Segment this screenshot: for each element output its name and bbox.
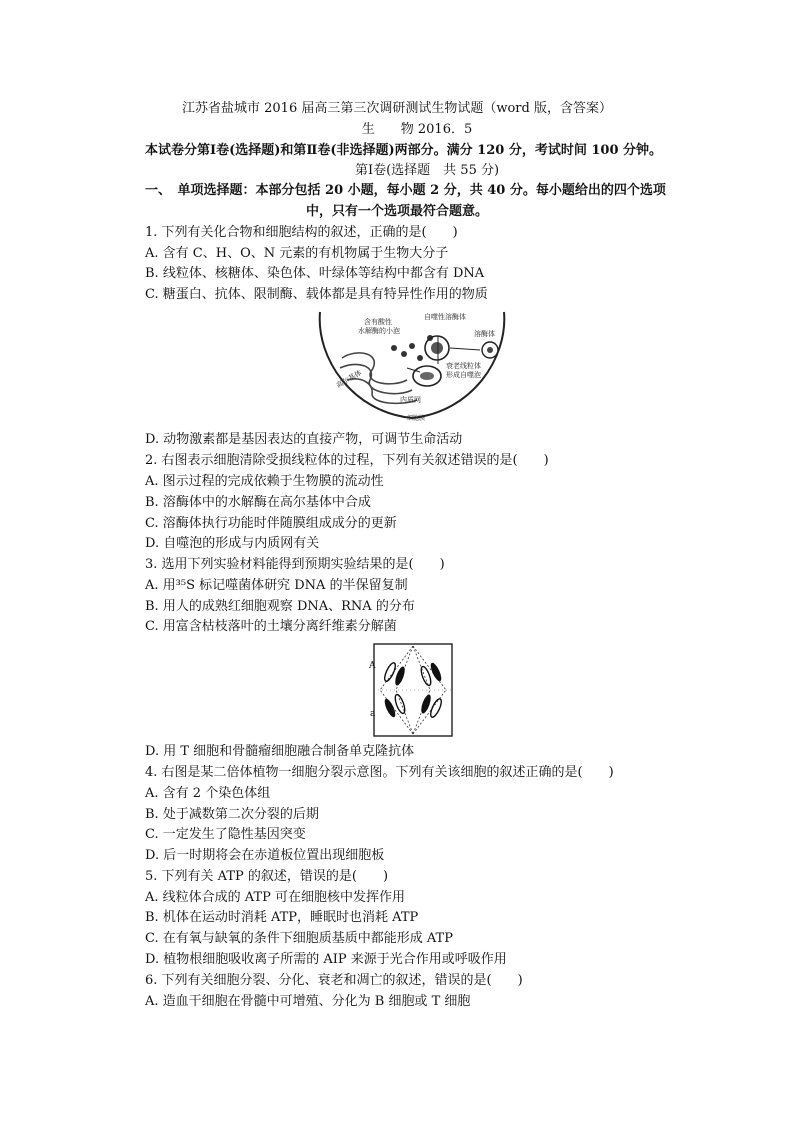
label-golgi: 高尔基体 [335, 368, 364, 390]
cell-division-diagram [368, 642, 456, 738]
label-autolysosome: 自噬性溶酶体 [424, 313, 466, 321]
question-6-option-a: A. 造血干细胞在骨髓中可增殖、分化为 B 细胞或 T 细胞 [145, 994, 471, 1009]
question-5-option-a: A. 线粒体合成的 ATP 可在细胞核中发挥作用 [145, 890, 406, 905]
question-5-option-b: B. 机体在运动时消耗 ATP，睡眠时也消耗 ATP [145, 910, 419, 925]
question-5-option-d: D. 植物根细胞吸收离子所需的 AIP 来源于光合作用或呼吸作用 [145, 952, 507, 967]
question-3-option-a: A. 用³⁵S 标记噬菌体研究 DNA 的半保留复制 [145, 578, 408, 593]
subject-line: 生 物 2016．5 [361, 122, 473, 137]
question-6-stem: 6. 下列有关细胞分裂、分化、衰老和凋亡的叙述，错误的是( ) [145, 973, 523, 988]
question-4-option-b: B. 处于减数第二次分裂的后期 [145, 807, 319, 822]
label-autophagosome: 形成自噬泡 [446, 371, 481, 379]
section1-description-cont: 中，只有一个选项最符合题意。 [305, 204, 488, 219]
label-vesicle-2: 水解酶的小泡 [358, 327, 400, 335]
question-1-stem: 1. 下列有关化合物和细胞结构的叙述，正确的是( ) [145, 225, 458, 240]
question-1-option-d: D. 动物激素都是基因表达的直接产物，可调节生命活动 [145, 432, 463, 447]
question-5-stem: 5. 下列有关 ATP 的叙述，错误的是( ) [145, 869, 389, 884]
section1-description: 一、 单项选择题：本部分包括 20 小题，每小题 2 分，共 40 分。每小题给出的四个选项 [145, 183, 666, 198]
exam-instructions: 本试卷分第Ⅰ卷(选择题)和第Ⅱ卷(非选择题)两部分。满分 120 分，考试时间 100 分钟。 [145, 143, 663, 158]
label-vesicle: 含有酸性 [364, 318, 392, 326]
question-3-option-d: D. 用 T 细胞和骨髓瘤细胞融合制备单克隆抗体 [145, 744, 415, 759]
question-3-option-b: B. 用人的成熟红细胞观察 DNA、RNA 的分布 [145, 599, 415, 614]
document-title: 江苏省盐城市 2016 届高三第三次调研测试生物试题（word 版，含答案） [182, 101, 612, 116]
autophagy-diagram [312, 308, 512, 426]
label-er: 内质网 [400, 396, 421, 404]
question-4-option-a: A. 含有 2 个染色体组 [145, 786, 271, 801]
question-3-stem: 3. 选用下列实验材料能得到预期实验结果的是( ) [145, 557, 445, 572]
question-1-option-b: B. 线粒体、核糖体、染色体、叶绿体等结构中都含有 DNA [145, 266, 485, 281]
question-1-option-c: C. 糖蛋白、抗体、限制酶、载体都是具有特异性作用的物质 [145, 287, 488, 302]
question-2-option-a: A. 图示过程的完成依赖于生物膜的流动性 [145, 474, 384, 489]
question-2-stem: 2. 右图表示细胞清除受损线粒体的过程，下列有关叙述错误的是( ) [145, 453, 549, 468]
label-lysosome: 溶酶体 [474, 330, 495, 338]
question-4-option-d: D. 后一时期将会在赤道板位置出现细胞板 [145, 848, 385, 863]
question-2-option-b: B. 溶酶体中的水解酶在高尔基体中合成 [145, 495, 371, 510]
gene-label-lower: a [370, 709, 376, 719]
question-2-option-d: D. 自噬泡的形成与内质网有关 [145, 536, 320, 551]
question-1-option-a: A. 含有 C、H、O、N 元素的有机物属于生物大分子 [145, 246, 449, 261]
question-4-stem: 4. 右图是某二倍体植物一细胞分裂示意图。下列有关该细胞的叙述正确的是( ) [145, 765, 614, 780]
label-cell-membrane: 细胞膜 [407, 415, 426, 422]
question-4-option-c: C. 一定发生了隐性基因突变 [145, 827, 306, 842]
part1-heading: 第Ⅰ卷(选择题 共 55 分) [354, 163, 500, 178]
question-5-option-c: C. 在有氧与缺氧的条件下细胞质基质中都能形成 ATP [145, 931, 453, 946]
question-2-option-c: C. 溶酶体执行功能时伴随膜组成成分的更新 [145, 516, 397, 531]
label-damaged-mitochondria: 衰老线粒体 [446, 362, 481, 370]
gene-label-upper: A [369, 661, 376, 671]
question-3-option-c: C. 用富含枯枝落叶的土壤分离纤维素分解菌 [145, 619, 397, 634]
